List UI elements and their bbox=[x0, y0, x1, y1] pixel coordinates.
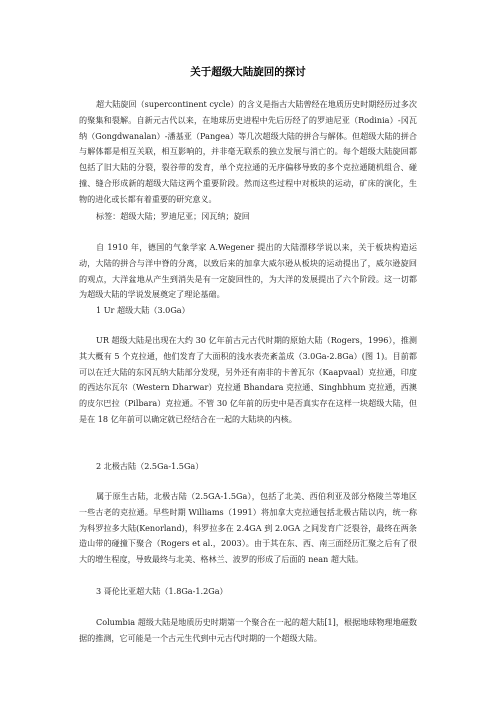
section-2-body: 属于原生古陆，北极古陆（2.5GA-1.5Ga），包括了北美、西伯利亚及部分格陵兰等地区一些古老的克拉通。早些时期 Williams（1991）将加拿大克拉通包括北极古陆以内，统一称为科罗拉多大陆(Kenorland)，科罗拉多在 2.4GA 到 2.0GA 之间发育广泛裂谷，最终在两条造山带的碰撞下聚合（Rogers et al.，2003）。由于其在东、西、南三面经历汇聚之后有了很大的增生程度，导致最终与北美、格林兰、波罗的形成了后面的 nean 超大陆。 bbox=[79, 491, 417, 565]
section-2-heading: 2 北极古陆（2.5Ga-1.5Ga） bbox=[96, 461, 204, 471]
section-3-body: Columbia 超级大陆是地质历史时期第一个聚合在一起的超大陆[1]，根据地球物理地磁数据的推测，它可能是一个古元生代到中元古代时期的一个超级大陆。 bbox=[79, 617, 417, 643]
document-title: 关于超级大陆旋回的探讨 bbox=[190, 66, 306, 78]
abstract-paragraph: 超大陆旋回（supercontinent cycle）的含义是指古大陆曾经在地质历史时期经历过多次的聚集和裂解。自新元古代以来，在地球历史进程中先后历经了的罗迪尼亚（Rodinia）-冈瓦纳（Gongdwanalan）-潘基亚（Pangea）等几次超级大陆的拼合与解体。但超级大陆的拼合与解体都是相互关联，相互影响的，并非毫无联系的独立发展与消亡的。每个超级大陆旋回都包括了旧大陆的分裂，裂谷带的发育，单个克拉通的无序偏移导致的多个克拉通随机组合、碰撞、缝合形成新的超级大陆这两个重要阶段。然而这些过程中对板块的运动，矿床的演化，生物的进化或长都有着重要的研究意义。 bbox=[79, 99, 417, 204]
keywords-line: 标签：超级大陆；罗迪尼亚；冈瓦纳；旋回 bbox=[96, 211, 250, 221]
section-3-heading: 3 哥伦比亚超大陆（1.8Ga-1.2Ga） bbox=[96, 586, 228, 596]
intro-paragraph: 自 1910 年，德国的气象学家 A.Wegener 提出的大陆漂移学说以来，关于板块构造运动，大陆的拼合与洋中脊的分离，以致后来的加拿大威尔逊从板块的运动提出了，威尔逊旋回的观点，大洋盆地从产生到消失是有一定旋回性的，为大洋的发展提出了六个阶段。这一切都为超级大陆的学说发展奠定了理论基础。 bbox=[79, 242, 417, 300]
section-1-heading: 1 Ur 超级大陆（3.0Ga） bbox=[96, 305, 190, 315]
section-1-body: UR 超级大陆是出现在大约 30 亿年前古元古代时期的原始大陆（Rogers，1996），推测其大概有 5 个克拉通，他们发育了大面积的浅水表壳紊盖成（3.0Ga-2.8Ga）(图 1)。目前都可以在迁大陆的东冈瓦纳大陆部分发现，另外还有南非的卡普瓦尔（Kaapvaal）克拉通，印度的西达尔瓦尔（Western Dharwar）克拉通 Bhandara 克拉通、Singhbhum 克拉通，西澳的皮尔巴拉（Pilbara）克拉通。不管 30 亿年前的历史中是否真实存在这样一块超级大陆，但是在 18 亿年前可以确定就已经结合在一起的大陆块的内核。 bbox=[79, 335, 417, 424]
